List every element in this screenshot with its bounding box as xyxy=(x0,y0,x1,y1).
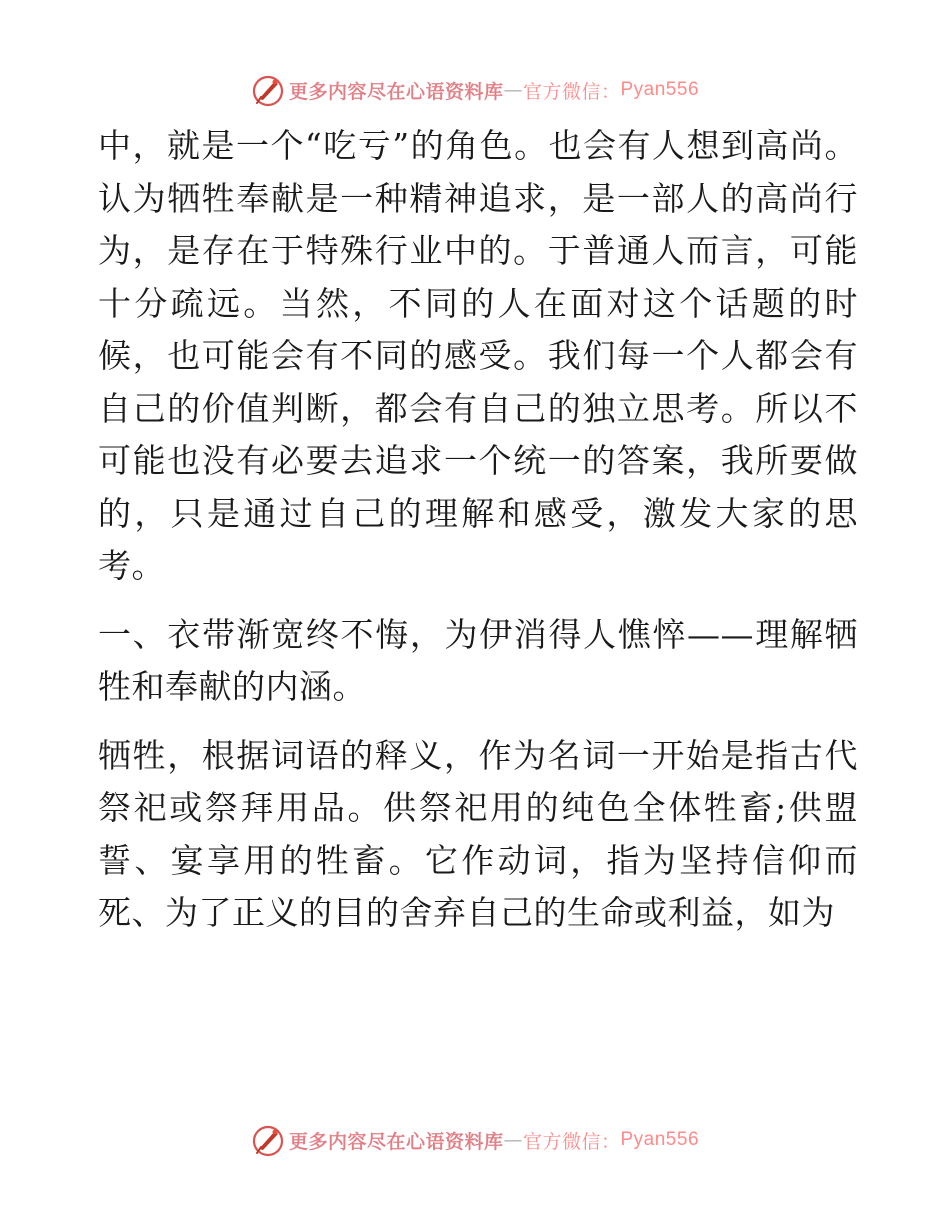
header-watermark xyxy=(0,70,950,110)
watermark-label: 官方微信： xyxy=(522,80,621,103)
watermark-dash: — xyxy=(503,79,523,101)
paragraph-1: 中，就是一个“吃亏”的角色。也会有人想到高尚。认为牺牲奉献是一种精神追求，是一部人的高尚行为，是存在于特殊行业中的。于普通人而言，可能十分疏远。当然，不同的人在面对这个话题的时候，也可能会有不同的感受。我们每一个人都会有自己的价值判断，都会有自己的独立思考。所以不可能也没有必要去追求一个统一的答案，我所要做的，只是通过自己的理解和感受，激发大家的思考。 xyxy=(98,126,858,585)
watermark-id: Pyan556 xyxy=(620,1129,700,1150)
document-body xyxy=(98,120,858,940)
section-heading: 一、衣带渐宽终不悔，为伊消得人憔悴——理解牺牲和奉献的内涵。 xyxy=(98,614,858,706)
watermark-id: Pyan556 xyxy=(620,79,700,100)
paragraph-2: 牺牲，根据词语的释义，作为名词一开始是指古代祭祀或祭拜用品。供祭祀用的纯色全体牲畜;供盟誓、宴享用的牲畜。它作动词，指为坚持信仰而死、为了正义的目的舍弃自己的生命或利益，如为 xyxy=(98,735,858,932)
watermark-brand: 更多内容尽在心语资料库 xyxy=(288,1130,504,1153)
watermark-brand: 更多内容尽在心语资料库 xyxy=(288,80,504,103)
watermark-dash: — xyxy=(503,1129,523,1151)
feather-pen-circle-icon xyxy=(251,1123,285,1157)
footer-watermark xyxy=(0,1120,950,1160)
feather-pen-circle-icon xyxy=(251,73,285,107)
watermark-label: 官方微信： xyxy=(522,1130,621,1153)
